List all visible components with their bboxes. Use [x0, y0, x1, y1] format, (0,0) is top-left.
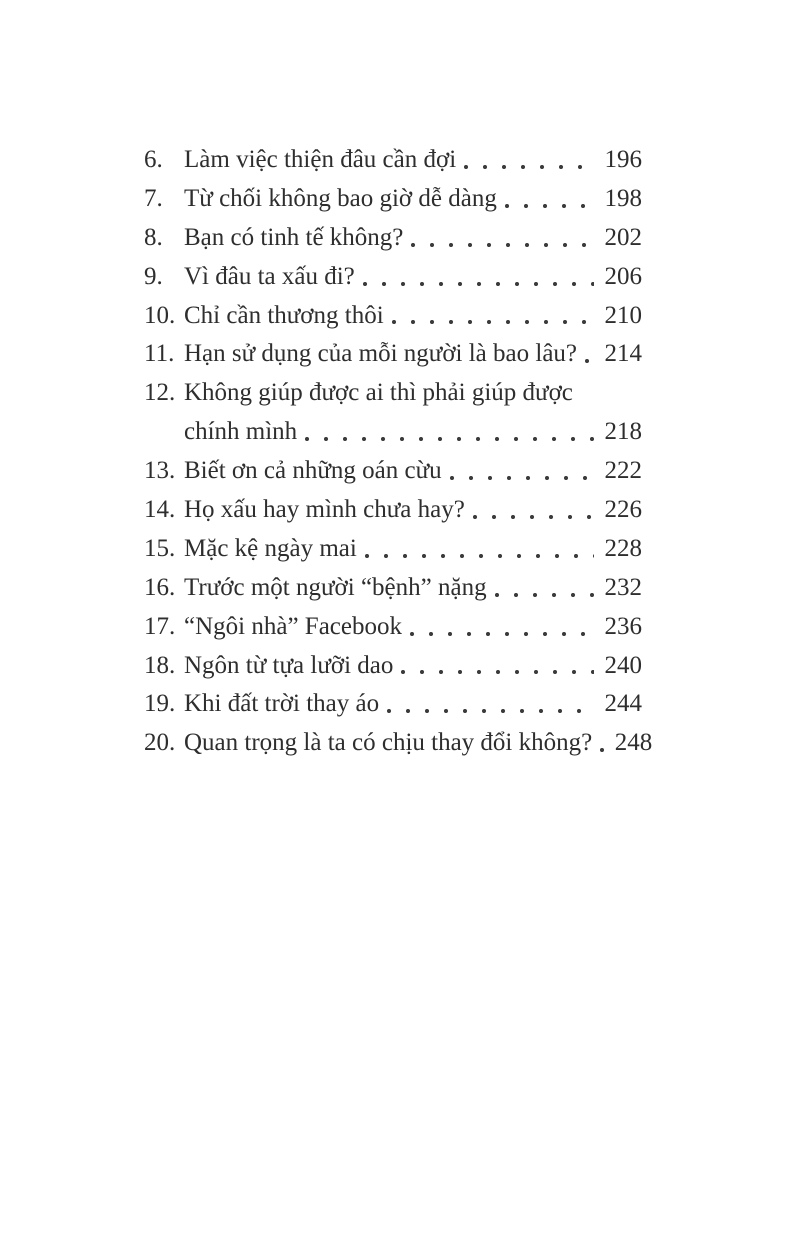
toc-entry-row	[144, 491, 642, 530]
dot-leader	[503, 180, 596, 219]
entry-title: Trước một người “bệnh” nặng	[184, 573, 487, 601]
entry-page-number: 232	[604, 573, 642, 601]
entry-title: Biết ơn cả những oán cừu	[184, 457, 442, 485]
entry-number: 14.	[144, 496, 176, 524]
entry-page-number: 236	[604, 612, 642, 640]
toc-entry-row	[144, 685, 642, 724]
entry-number: 15.	[144, 534, 176, 562]
toc-entry-continuation-row	[144, 413, 642, 452]
entry-page-number: 240	[604, 651, 642, 679]
dot-leader	[408, 608, 596, 647]
entry-title-line2: chính mình	[184, 418, 298, 446]
entry-title: Không giúp được ai thì phải giúp được	[184, 379, 573, 407]
dot-leader	[390, 297, 596, 336]
toc-entry-row	[144, 647, 642, 686]
toc-entry-row	[144, 219, 642, 258]
toc-entry-row	[144, 297, 642, 336]
toc-entry-row	[144, 335, 642, 374]
entry-page-number: 218	[604, 418, 642, 446]
dot-leader	[598, 724, 606, 763]
entry-title: Vì đâu ta xấu đi?	[184, 262, 355, 290]
dot-leader	[471, 491, 596, 530]
entry-title: Mặc kệ ngày mai	[184, 534, 357, 562]
entry-title: Hạn sử dụng của mỗi người là bao lâu?	[184, 340, 578, 368]
dot-leader	[448, 452, 596, 491]
dot-leader	[493, 569, 596, 608]
dot-leader	[385, 685, 596, 724]
entry-title: Làm việc thiện đâu cần đợi	[184, 146, 457, 173]
dot-leader	[462, 141, 596, 180]
entry-number: 9.	[144, 262, 163, 290]
entry-page-number: 244	[604, 690, 642, 718]
entry-title: Khi đất trời thay áo	[184, 690, 380, 718]
toc-entry-row	[144, 724, 653, 763]
entry-title: Họ xấu hay mình chưa hay?	[184, 496, 465, 524]
toc-entry-row	[144, 452, 642, 491]
toc-entry-row	[144, 141, 642, 180]
entry-number: 20.	[144, 729, 176, 757]
toc-entry-row	[144, 569, 642, 608]
dot-leader	[583, 335, 596, 374]
dot-leader	[409, 219, 596, 258]
toc-entry-row	[144, 530, 642, 569]
entry-number: 11.	[144, 340, 175, 368]
entry-page-number: 210	[604, 301, 642, 329]
toc-entry-row	[144, 608, 642, 647]
dot-leader	[303, 413, 596, 452]
entry-page-number: 214	[604, 340, 642, 368]
toc-entry-row	[144, 374, 642, 413]
entry-page-number: 206	[604, 262, 642, 290]
entry-number: 18.	[144, 651, 176, 679]
dot-leader	[399, 647, 596, 686]
entry-number: 19.	[144, 690, 176, 718]
entry-page-number: 196	[604, 146, 642, 173]
entry-title: Từ chối không bao giờ dễ dàng	[184, 184, 497, 212]
entry-page-number: 228	[604, 534, 642, 562]
entry-number: 13.	[144, 457, 176, 485]
entry-page-number: 198	[604, 184, 642, 212]
entry-number: 7.	[144, 184, 163, 212]
dot-leader	[363, 530, 596, 569]
entry-title: Quan trọng là ta có chịu thay đổi không?	[184, 729, 593, 757]
dot-leader	[361, 258, 596, 297]
entry-number: 17.	[144, 612, 176, 640]
entry-page-number: 222	[604, 457, 642, 485]
entry-title: “Ngôi nhà” Facebook	[184, 612, 402, 640]
entry-page-number: 248	[614, 729, 653, 757]
entry-number: 10.	[144, 301, 176, 329]
table-of-contents	[144, 141, 653, 763]
entry-number: 16.	[144, 573, 176, 601]
entry-title: Chỉ cần thương thôi	[184, 301, 384, 329]
toc-entry-row	[144, 180, 642, 219]
entry-page-number: 202	[604, 223, 642, 251]
entry-number: 8.	[144, 223, 163, 251]
entry-title: Bạn có tinh tế không?	[184, 223, 404, 251]
entry-page-number: 226	[604, 496, 642, 524]
toc-entry-row	[144, 258, 642, 297]
entry-title: Ngôn từ tựa lưỡi dao	[184, 651, 394, 679]
entry-number: 12.	[144, 379, 176, 407]
entry-number: 6.	[144, 146, 163, 173]
